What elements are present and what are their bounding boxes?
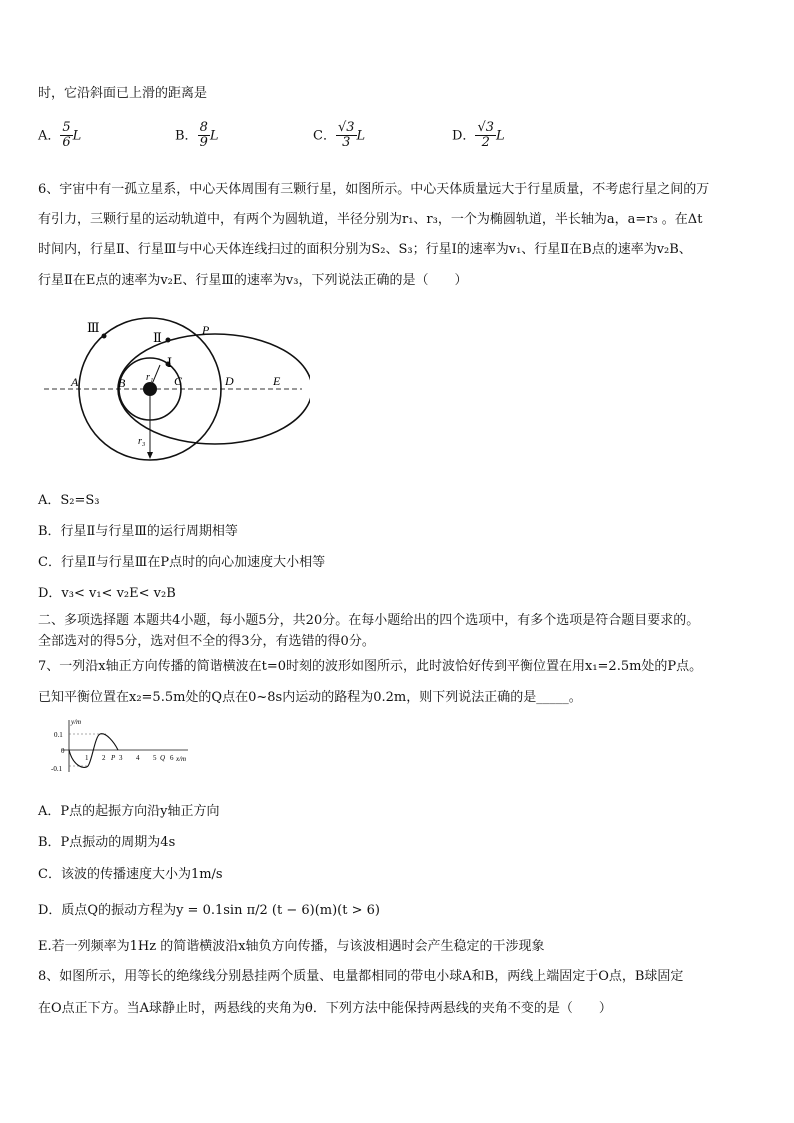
q6-stem-line-3: 时间内，行星Ⅱ、行星Ⅲ与中心天体连线扫过的面积分别为S₂、S₃；行星Ⅰ的速率为v₁、行星Ⅱ在B点的速率为v₂B、	[38, 242, 692, 257]
r3-arrowhead	[147, 452, 153, 459]
q5-option-a: A． $\frac{5}{6}$ L	[38, 120, 82, 151]
label-q-graph: Q	[160, 754, 166, 762]
section2-heading-line-1: 二、多项选择题 本题共4小题，每小题5分，共20分。在每小题给出的四个选项中，有多个选项是符合题目要求的。	[38, 613, 700, 628]
x-tick-3: 3	[119, 754, 123, 762]
option-label: D．	[452, 128, 476, 144]
q5-stem-tail: 时，它沿斜面已上滑的距离是	[38, 86, 208, 101]
x-tick-6: 6	[170, 754, 174, 762]
orbit-diagram	[40, 312, 310, 472]
wave-graph	[48, 716, 198, 776]
q8-stem-line-2: 在O点正下方。当A球静止时，两悬线的夹角为θ．下列方法中能保持两悬线的夹角不变的是（ ）	[38, 1001, 612, 1016]
q6-option-b: B．行星Ⅱ与行星Ⅲ的运行周期相等	[38, 524, 238, 539]
label-r3: r₃	[138, 436, 146, 447]
q6-option-c: C．行星Ⅱ与行星Ⅲ在P点时的向心加速度大小相等	[38, 555, 326, 570]
y-tick-max: 0.1	[54, 731, 63, 739]
fraction: $\frac{√3}{2}$	[477, 120, 494, 151]
label-b: B	[118, 376, 126, 390]
q5-option-b: B． $\frac{8}{9}$ L	[175, 120, 219, 151]
x-tick-5: 5	[153, 754, 157, 762]
label-c: C	[174, 374, 183, 388]
fraction: $\frac{8}{9}$	[199, 120, 208, 151]
q6-option-a: A．S₂=S₃	[38, 493, 100, 508]
q7-option-e: E.若一列频率为1Hz 的简谐横波沿x轴负方向传播，与该波相遇时会产生稳定的干涉现象	[38, 939, 545, 954]
q7-option-c: C．该波的传播速度大小为1m/s	[38, 867, 223, 882]
label-ii: Ⅱ	[153, 330, 162, 345]
q6-stem-line-4: 行星Ⅱ在E点的速率为v₂E、行星Ⅲ的速率为v₃，下列说法正确的是（ ）	[38, 273, 468, 288]
label-r1: r₁	[146, 372, 154, 383]
q6-stem-line-2: 有引力，三颗行星的运动轨道中，有两个为圆轨道，半径分别为r₁、r₃，一个为椭圆轨道，半长轴为a，a=r₃ 。在Δt	[38, 212, 703, 227]
label-a: A	[71, 375, 79, 389]
q5-option-c: C． $\frac{√3}{3}$ L	[313, 120, 366, 151]
label-d: D	[225, 374, 234, 388]
x-tick-4: 4	[136, 754, 140, 762]
x-axis-label: x/m	[176, 755, 187, 763]
q7-stem-line-2: 已知平衡位置在x₂=5.5m处的Q点在0~8s内运动的路程为0.2m，则下列说法正确的是_____。	[38, 690, 582, 705]
label-p-graph: P	[111, 754, 116, 762]
q7-option-a: A．P点的起振方向沿y轴正方向	[38, 804, 220, 819]
label-p: P	[202, 323, 210, 337]
planet-iii-dot	[102, 334, 107, 339]
x-tick-1: 1	[85, 754, 89, 762]
q6-option-d: D．v₃< v₁< v₂E< v₂B	[38, 586, 176, 601]
q5-option-d: D． $\frac{√3}{2}$ L	[452, 120, 505, 151]
q7-option-d: D．质点Q的振动方程为y = 0.1sin π/2 (t − 6)(m)(t > 6)	[38, 903, 380, 918]
y-axis-label: y/m	[71, 718, 82, 726]
label-e: E	[273, 374, 281, 388]
option-label: A．	[38, 128, 61, 144]
planet-ii-dot	[166, 338, 171, 343]
option-label: B．	[175, 128, 198, 144]
q6-stem-line-1: 6、宇宙中有一孤立星系，中心天体周围有三颗行星，如图所示。中心天体质量远大于行星质量，不考虑行星之间的万	[38, 182, 710, 197]
wave-curve	[69, 734, 118, 768]
section2-heading-line-2: 全部选对的得5分，选对但不全的得3分，有选错的得0分。	[38, 634, 375, 649]
label-i: Ⅰ	[167, 355, 173, 370]
fraction: $\frac{√3}{3}$	[337, 120, 355, 151]
y-tick-min: -0.1	[51, 765, 63, 773]
x-tick-2: 2	[102, 754, 106, 762]
q7-stem-line-1: 7、一列沿x轴正方向传播的简谐横波在t=0时刻的波形如图所示，此时波恰好传到平衡位置在用x₁=2.5m处的P点。	[38, 659, 703, 674]
label-iii: Ⅲ	[87, 320, 100, 335]
q7-option-b: B．P点振动的周期为4s	[38, 835, 176, 850]
option-label: C．	[313, 128, 336, 144]
fraction: $\frac{5}{6}$	[62, 120, 71, 151]
y-tick-zero: 0	[61, 747, 65, 755]
q8-stem-line-1: 8、如图所示，用等长的绝缘线分别悬挂两个质量、电量都相同的带电小球A和B，两线上端固定于O点，B球固定	[38, 969, 684, 984]
